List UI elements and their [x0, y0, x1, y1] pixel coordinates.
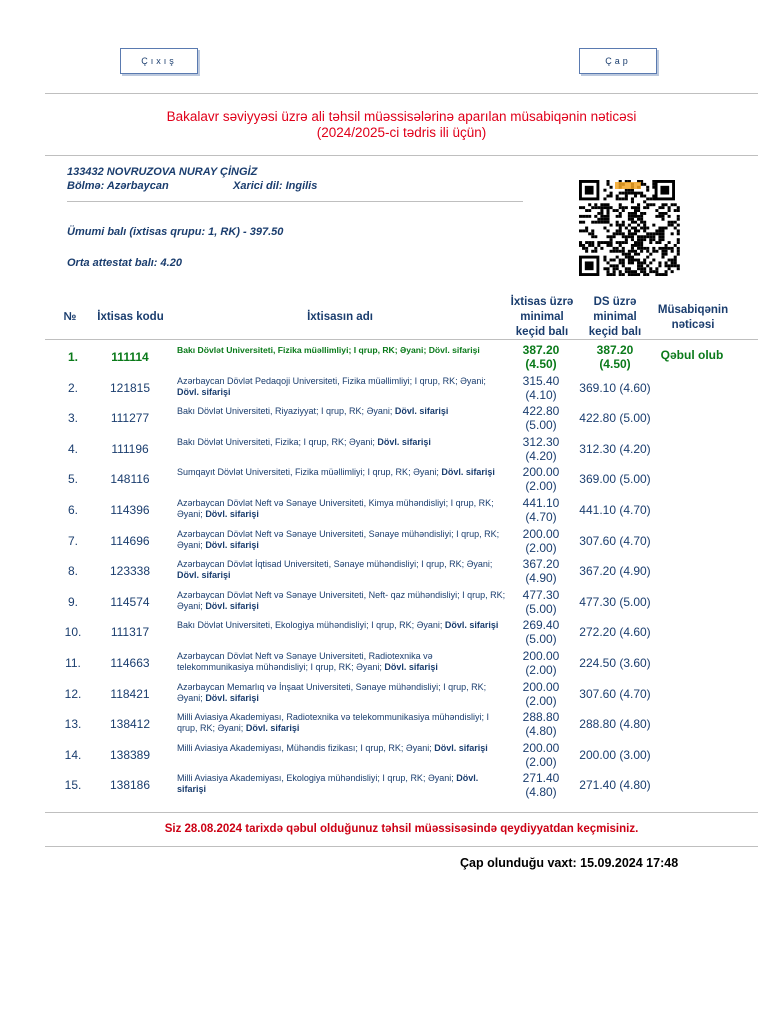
specialty-code: 111277 — [110, 411, 150, 426]
min-score — [512, 680, 570, 708]
ds-score — [575, 778, 655, 792]
ds-score-value: 422.80 (5.00) — [579, 411, 651, 426]
table-row — [45, 464, 758, 494]
min-score-attestat: (4.10) — [525, 387, 557, 402]
funding-type: Dövl. sifarişi — [245, 723, 300, 734]
ds-score — [575, 748, 655, 762]
specialty-name-text: Sumqayıt Dövlət Universiteti, Fizika müəllimliyi; I qrup, RK; Əyani; — [177, 467, 439, 478]
ds-score-value: 288.80 (4.80) — [579, 717, 651, 732]
min-score — [512, 404, 570, 432]
specialty-name — [177, 529, 507, 551]
min-score-attestat: (2.00) — [525, 540, 557, 555]
funding-type: Dövl. sifarişi — [377, 436, 431, 447]
specialty-name — [177, 498, 507, 520]
funding-type: Dövl. sifarişi — [444, 620, 499, 631]
specialty-name-text: Milli Aviasiya Akademiyası, Ekologiya mühəndisliyi; I qrup, RK; Əyani; — [177, 773, 454, 784]
header-divider — [45, 339, 758, 340]
header-min-line2: minimal — [520, 311, 564, 323]
min-score-attestat: (5.00) — [525, 632, 557, 647]
specialty-code: 114663 — [110, 656, 150, 670]
funding-type: Dövl. sifarişi — [177, 570, 231, 581]
min-score-attestat: (4.80) — [525, 724, 557, 739]
header-result — [652, 303, 734, 333]
row-number: 13. — [64, 717, 82, 732]
specialty-name-text: Azərbaycan Dövlət Neft və Sənaye Universiteti, Neft- qaz mühəndisliyi; I qrup, RK; Əyani; — [177, 589, 506, 611]
min-score-value: 200.00 — [522, 526, 560, 541]
specialty-name-text: Azərbaycan Dövlət Neft və Sənaye Universiteti, Radiotexnika və telekommunikasiya mühəndisliyi; I qrup, RK; Əyani; — [177, 651, 433, 672]
table-row — [45, 740, 758, 770]
specialty-name-text: Bakı Dövlət Universiteti, Fizika; I qrup, RK; Əyani; — [177, 436, 375, 447]
specialty-name — [177, 620, 507, 631]
min-score-value: 441.10 — [522, 496, 560, 510]
table-row — [45, 434, 758, 464]
specialty-name-text: Azərbaycan Dövlət İqtisad Universiteti, Sənaye mühəndisliyi; I qrup, RK; Əyani; — [177, 559, 493, 570]
min-score-attestat: (5.00) — [525, 601, 557, 616]
min-score-attestat: (5.00) — [525, 418, 557, 433]
table-row — [45, 495, 758, 525]
min-score-value: 200.00 — [522, 679, 560, 694]
specialty-name-text: Azərbaycan Dövlət Pedaqoji Universiteti, Fizika müəllimliyi; I qrup, RK; Əyani; — [177, 375, 486, 386]
min-score — [512, 741, 570, 769]
ds-score-value: 367.20 (4.90) — [579, 564, 651, 579]
min-score — [512, 374, 570, 402]
funding-type: Dövl. sifarişi — [205, 539, 259, 550]
result-status: Qəbul olub — [660, 348, 724, 362]
specialty-name — [177, 743, 507, 754]
ds-score — [575, 625, 655, 639]
min-score-attestat: (4.90) — [525, 571, 557, 586]
table-row — [45, 709, 758, 739]
min-score-value: 269.40 — [522, 618, 560, 633]
specialty-code: 114696 — [110, 533, 150, 548]
ds-score-value: 312.30 (4.20) — [579, 441, 651, 456]
header-min-line1: İxtisas üzrə — [510, 296, 574, 308]
ds-score-value: 272.20 (4.60) — [579, 625, 651, 640]
ds-score — [575, 343, 655, 371]
ds-score — [575, 595, 655, 609]
ds-score — [575, 442, 655, 456]
ds-score-value: 271.40 (4.80) — [579, 778, 651, 793]
min-score — [512, 435, 570, 463]
print-timestamp: Çap olunduğu vaxt: 15.09.2024 17:48 — [460, 856, 679, 870]
specialty-code: 121815 — [109, 380, 151, 395]
applicant-id-name: 133432 NOVRUZOVA NURAY ÇİNGİZ — [67, 166, 258, 178]
table-row — [45, 770, 758, 800]
specialty-code: 114574 — [110, 594, 150, 609]
ds-score — [575, 717, 655, 731]
funding-type: Dövl. sifarişi — [205, 509, 259, 519]
min-score-attestat: (2.00) — [525, 663, 557, 677]
ds-score-value: 477.30 (5.00) — [579, 594, 651, 609]
funding-type: Dövl. sifarişi — [394, 406, 449, 417]
min-score-attestat: (2.00) — [525, 754, 557, 769]
row-number: 3. — [67, 411, 78, 426]
min-score-value: 200.00 — [522, 649, 560, 663]
header-no: № — [63, 311, 77, 323]
min-score-value: 422.80 — [522, 404, 560, 419]
row-number: 4. — [67, 441, 78, 456]
row-number: 6. — [67, 503, 78, 517]
table-row — [45, 648, 758, 678]
ds-score — [575, 564, 655, 578]
specialty-name-text: Azərbaycan Dövlət Neft və Sənaye Universiteti, Kimya mühəndisliyi; I qrup, RK; Əyani; — [177, 498, 494, 519]
ds-score-value: 369.00 (5.00) — [579, 472, 651, 487]
funding-type: Dövl. sifarişi — [205, 600, 259, 611]
ds-score — [575, 656, 655, 670]
min-score-value: 477.30 — [522, 587, 560, 602]
total-score: Ümumi balı (ixtisas qrupu: 1, RK) - 397.50 — [67, 226, 284, 238]
attestat-score: Orta attestat balı: 4.20 — [67, 257, 182, 269]
top-divider — [45, 93, 758, 94]
specialty-name-text: Bakı Dövlət Universiteti, Riyaziyyat; I qrup, RK; Əyani; — [177, 406, 393, 417]
specialty-code: 114396 — [110, 503, 150, 517]
specialty-name — [177, 437, 507, 448]
min-score — [512, 771, 570, 799]
specialty-name-text: Bakı Dövlət Universiteti, Ekologiya mühəndisliyi; I qrup, RK; Əyani; — [177, 620, 443, 631]
row-number: 2. — [67, 380, 78, 395]
specialty-code: 138186 — [109, 778, 151, 793]
specialty-name-text: Azərbaycan Dövlət Neft və Sənaye Universiteti, Sənaye mühəndisliyi; I qrup, RK; Əyani; — [177, 528, 500, 550]
table-row — [45, 556, 758, 586]
ds-score — [575, 687, 655, 701]
funding-type: Dövl. sifarişi — [205, 692, 259, 703]
funding-type: Dövl. sifarişi — [434, 742, 488, 753]
applicant-section: Bölmə: Azərbaycan — [67, 180, 169, 192]
ds-score-value: 369.10 (4.60) — [579, 380, 651, 395]
table-row — [45, 373, 758, 403]
specialty-name — [177, 467, 507, 478]
specialty-name-text: Bakı Dövlət Universiteti, Fizika müəllimliyi; I qrup, RK; Əyani; — [177, 345, 427, 355]
print-button[interactable]: Çap — [579, 48, 657, 74]
row-number: 15. — [64, 778, 82, 793]
ds-score — [575, 534, 655, 548]
ds-score — [575, 503, 655, 517]
specialty-code: 111114 — [111, 350, 149, 364]
ds-score-value: 387.20 — [596, 343, 634, 357]
header-min-line3: keçid balı — [515, 326, 569, 338]
specialty-code: 111317 — [110, 625, 150, 640]
min-score-value: 271.40 — [522, 771, 560, 786]
header-result-line2: nəticəsi — [671, 319, 715, 331]
ds-score — [575, 381, 655, 395]
specialty-name — [177, 345, 507, 356]
page-title: Bakalavr səviyyəsi üzrə ali təhsil müəssisələrinə aparılan müsabiqənin nəticəsi — [166, 109, 637, 124]
row-number: 7. — [67, 533, 78, 548]
min-score — [512, 618, 570, 646]
table-row — [45, 587, 758, 617]
min-score-value: 288.80 — [522, 710, 560, 725]
min-score — [512, 588, 570, 616]
exit-button[interactable]: Çıxış — [120, 48, 198, 74]
min-score — [512, 527, 570, 555]
min-score-value: 387.20 — [522, 343, 560, 357]
qr-code-image — [579, 180, 680, 276]
specialty-name — [177, 376, 507, 398]
min-score — [512, 557, 570, 585]
funding-type: Dövl. sifarişi — [177, 386, 231, 397]
header-ds-line1: DS üzrə — [593, 296, 637, 308]
min-score — [512, 496, 570, 524]
ds-score-value: 441.10 (4.70) — [579, 503, 651, 517]
specialty-name-text: Azərbaycan Memarlıq və İnşaat Universiteti, Sənaye mühəndisliyi; I qrup, RK; Əyani; — [177, 681, 487, 703]
min-score-value: 367.20 — [522, 557, 560, 572]
specialty-code: 138389 — [109, 747, 151, 762]
specialty-name — [177, 773, 507, 795]
table-row — [45, 526, 758, 556]
min-score-value: 315.40 — [522, 373, 560, 388]
specialty-name — [177, 651, 507, 673]
ds-score-value: 224.50 (3.60) — [579, 656, 651, 670]
row-number: 5. — [67, 472, 78, 487]
table-row — [45, 403, 758, 433]
ds-score-value: 307.60 (4.70) — [579, 686, 651, 701]
header-ds-score — [578, 295, 652, 340]
ds-score-value: 307.60 (4.70) — [579, 533, 651, 548]
row-number: 14. — [64, 747, 82, 762]
min-score-attestat: (2.00) — [525, 479, 557, 494]
registration-message: Siz 28.08.2024 tarixdə qəbul olduğunuz təhsil müəssisəsində qeydiyyatdan keçmisiniz. — [164, 823, 639, 835]
specialty-code: 148116 — [110, 472, 150, 487]
row-number: 10. — [64, 625, 82, 640]
header-result-line1: Müsabiqənin — [657, 304, 729, 316]
specialty-name — [177, 712, 507, 734]
ds-score-attestat: (4.50) — [599, 357, 631, 371]
min-score-attestat: (4.80) — [525, 785, 557, 800]
table-row — [45, 617, 758, 647]
min-score-value: 200.00 — [522, 740, 560, 755]
applicant-language: Xarici dil: Ingilis — [233, 180, 318, 192]
specialty-code: 118421 — [110, 686, 150, 701]
min-score-value: 312.30 — [522, 434, 560, 449]
table-bottom-divider — [45, 812, 758, 813]
title-divider — [45, 155, 758, 156]
min-score-attestat: (4.20) — [525, 448, 557, 463]
header-min-score — [500, 295, 584, 340]
min-score — [512, 465, 570, 493]
specialty-name-text: Milli Aviasiya Akademiyası, Mühəndis fizikası; I qrup, RK; Əyani; — [177, 742, 432, 753]
row-number: 11. — [65, 656, 81, 670]
header-ds-line2: minimal — [593, 311, 637, 323]
row-number: 9. — [67, 594, 78, 609]
info-divider — [67, 201, 523, 202]
funding-type: Dövl. sifarişi — [441, 467, 495, 478]
specialty-name — [177, 406, 507, 417]
specialty-code: 111196 — [111, 441, 149, 456]
specialty-name — [177, 682, 507, 704]
specialty-code: 123338 — [109, 564, 151, 579]
funding-type: Dövl. sifarişi — [384, 662, 438, 672]
min-score — [512, 343, 570, 371]
specialty-code: 138412 — [109, 717, 151, 732]
ds-score — [575, 472, 655, 486]
ds-score-value: 200.00 (3.00) — [579, 747, 651, 762]
row-number: 1. — [67, 350, 78, 364]
min-score-attestat: (4.70) — [525, 510, 557, 524]
min-score-attestat: (4.50) — [525, 357, 557, 371]
min-score — [512, 710, 570, 738]
min-score-value: 200.00 — [522, 465, 560, 480]
specialty-name — [177, 590, 507, 612]
funding-type: Dövl. sifarişi — [177, 773, 479, 795]
header-code: İxtisas kodu — [97, 311, 164, 323]
row-number: 12. — [64, 686, 82, 701]
ds-score — [575, 411, 655, 425]
table-row — [45, 679, 758, 709]
row-number: 8. — [67, 564, 78, 579]
table-row — [45, 342, 758, 372]
specialty-name — [177, 559, 507, 581]
min-score — [512, 649, 570, 677]
min-score-attestat: (2.00) — [525, 693, 557, 708]
header-name: İxtisasın adı — [307, 311, 373, 323]
header-ds-line3: keçid balı — [588, 326, 642, 338]
funding-type: Dövl. sifarişi — [428, 345, 480, 355]
specialty-name-text: Milli Aviasiya Akademiyası, Radiotexnika və telekommunikasiya mühəndisliyi; I qrup, RK; Əyani; — [177, 712, 489, 734]
footer-divider — [45, 846, 758, 847]
page-subtitle: (2024/2025-ci tədris ili üçün) — [316, 125, 487, 140]
